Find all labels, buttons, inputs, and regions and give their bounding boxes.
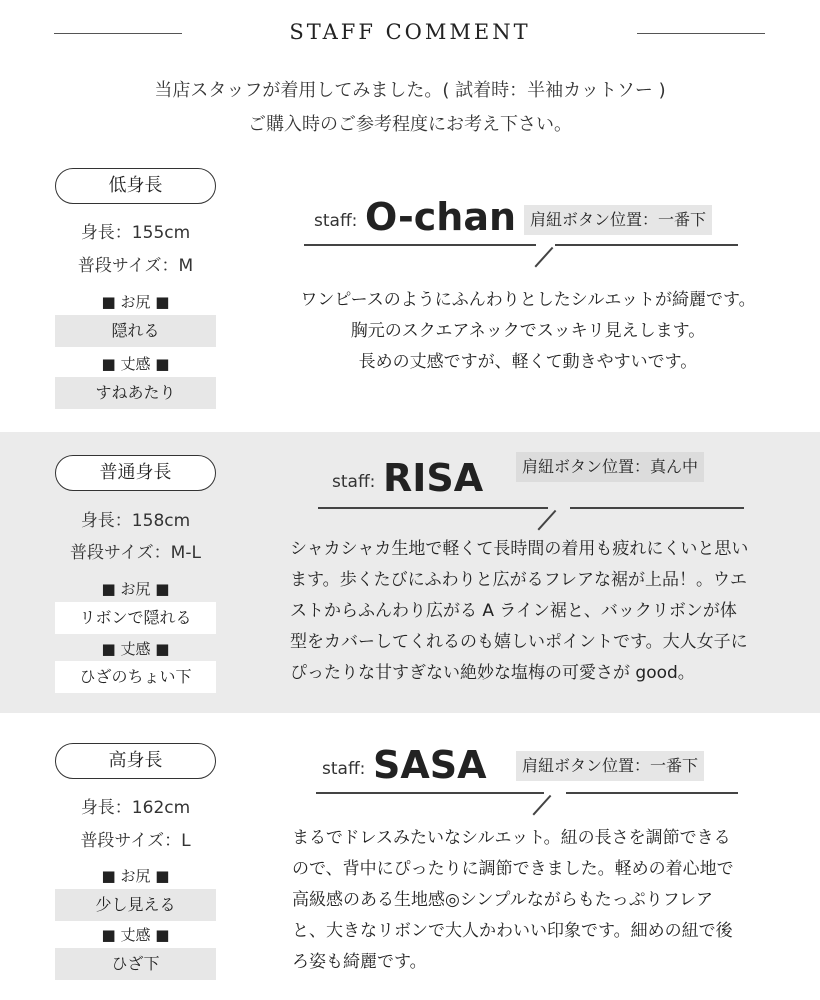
length-label: ■ 丈感 ■ bbox=[101, 640, 170, 658]
button-position-badge: 肩紐ボタン位置：真ん中 bbox=[516, 452, 704, 482]
comment-line: シャカシャカ生地で軽くて長時間の着用も疲れにくいと思い bbox=[290, 539, 749, 559]
comment-line: 長めの丈感ですが、軽くて動きやすいです。 bbox=[358, 352, 698, 372]
staff-prefix: staff: bbox=[322, 759, 366, 779]
underline-slash bbox=[537, 510, 556, 530]
staff-usual-size: 普段サイズ：L bbox=[80, 831, 191, 851]
intro-line-1: 当店スタッフが着用してみました。( 試着時：半袖カットソー ) bbox=[154, 80, 666, 101]
comment-line: 高級感のある生地感◎シンプルながらもたっぷりフレア bbox=[292, 890, 714, 910]
staff-usual-size: 普段サイズ：M bbox=[77, 256, 194, 276]
staff-name: O-chan bbox=[365, 195, 517, 239]
comment-line: と、大きなリボンで大人かわいい印象です。細めの紐で後 bbox=[292, 921, 733, 941]
comment-line: ワンピースのようにふんわりとしたシルエットが綺麗です。 bbox=[300, 290, 756, 310]
comment-line: ので、背中にぴったりに調節できました。軽めの着心地で bbox=[292, 859, 734, 879]
staff-name-row bbox=[314, 191, 744, 241]
staff-name: SASA bbox=[373, 743, 487, 787]
comment-line: ぴったりな甘すぎない絶妙な塩梅の可愛さが good。 bbox=[290, 663, 695, 683]
staff-section-sasa bbox=[0, 713, 820, 1000]
name-underline-left bbox=[304, 244, 536, 246]
comment-line: ます。歩くたびにふわりと広がるフレアな裾が上品！。ウエ bbox=[290, 570, 747, 590]
length-label: ■ 丈感 ■ bbox=[101, 926, 170, 944]
comment-line: 型をカバーしてくれるのも嬉しいポイントです。大人女子に bbox=[290, 632, 748, 652]
staff-section-ochan bbox=[0, 155, 820, 432]
page-title: STAFF COMMENT bbox=[289, 20, 531, 44]
staff-height: 身長：158cm bbox=[80, 511, 191, 531]
staff-prefix: staff: bbox=[332, 472, 376, 492]
staff-comment bbox=[290, 534, 790, 689]
underline-slash bbox=[534, 247, 553, 267]
length-value: ひざのちょい下 bbox=[55, 661, 216, 693]
hip-value: 少し見える bbox=[55, 889, 216, 921]
staff-usual-size: 普段サイズ：M-L bbox=[70, 543, 201, 563]
button-position-badge: 肩紐ボタン位置：一番下 bbox=[524, 205, 712, 235]
name-underline-right bbox=[566, 792, 738, 794]
header-divider-right bbox=[637, 33, 765, 34]
length-value: ひざ下 bbox=[55, 948, 216, 980]
hip-label: ■ お尻 ■ bbox=[101, 867, 170, 885]
staff-name: RISA bbox=[383, 456, 484, 500]
hip-label: ■ お尻 ■ bbox=[101, 580, 170, 598]
hip-value: リボンで隠れる bbox=[55, 602, 216, 634]
length-value: すねあたり bbox=[55, 377, 216, 409]
staff-name-row bbox=[332, 452, 742, 502]
hip-value: 隠れる bbox=[55, 315, 216, 347]
underline-slash bbox=[532, 795, 551, 815]
staff-section-risa bbox=[0, 432, 820, 713]
section-header bbox=[0, 0, 820, 60]
staff-name-row bbox=[322, 739, 742, 789]
name-underline-left bbox=[316, 792, 544, 794]
staff-height: 身長：155cm bbox=[80, 223, 191, 243]
height-category-pill: 低身長 bbox=[55, 168, 216, 204]
name-underline-right bbox=[555, 244, 738, 246]
button-position-badge: 肩紐ボタン位置：一番下 bbox=[516, 751, 704, 781]
height-category-pill: 普通身長 bbox=[55, 455, 216, 491]
name-underline-left bbox=[318, 507, 548, 509]
name-underline-right bbox=[570, 507, 744, 509]
intro-text bbox=[0, 74, 820, 142]
staff-height: 身長：162cm bbox=[80, 798, 191, 818]
staff-prefix: staff: bbox=[314, 211, 358, 231]
height-category-pill: 高身長 bbox=[55, 743, 216, 779]
staff-comment bbox=[292, 823, 792, 978]
comment-line: まるでドレスみたいなシルエット。紐の長さを調節できる bbox=[292, 828, 731, 848]
hip-label: ■ お尻 ■ bbox=[101, 293, 170, 311]
intro-line-2: ご購入時のご参考程度にお考え下さい。 bbox=[248, 114, 572, 135]
comment-line: 胸元のスクエアネックでスッキリ見えします。 bbox=[350, 321, 706, 341]
comment-line: ろ姿も綺麗です。 bbox=[292, 952, 427, 972]
comment-line: ストからふんわり広がる A ライン裾と、バックリボンが体 bbox=[290, 601, 737, 621]
staff-comment bbox=[268, 285, 788, 378]
length-label: ■ 丈感 ■ bbox=[101, 355, 170, 373]
